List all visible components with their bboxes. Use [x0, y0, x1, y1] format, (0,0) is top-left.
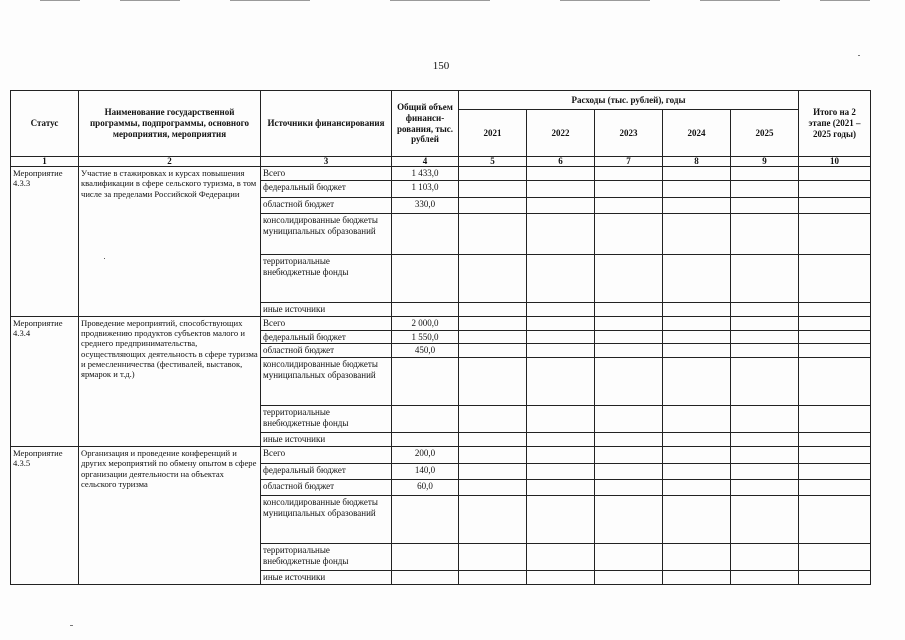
year-value-cell — [731, 330, 799, 344]
year-value-cell — [663, 543, 731, 570]
year-value-cell — [459, 167, 527, 181]
year-value-cell — [663, 446, 731, 463]
year-value-cell — [459, 570, 527, 584]
year-value-cell — [731, 303, 799, 317]
scan-speck — [104, 258, 105, 259]
year-value-cell — [459, 344, 527, 358]
year-value-cell — [527, 344, 595, 358]
year-value-cell — [663, 570, 731, 584]
year-value-cell — [731, 358, 799, 406]
column-number: 9 — [731, 157, 799, 167]
year-value-cell — [663, 358, 731, 406]
year-value-cell — [595, 358, 663, 406]
total-volume-cell: 450,0 — [392, 344, 459, 358]
event-status: Мероприятие 4.3.4 — [11, 316, 79, 446]
event-status: Мероприятие 4.3.5 — [11, 446, 79, 584]
year-value-cell — [731, 344, 799, 358]
stage-total-cell — [799, 181, 871, 198]
total-volume-cell — [392, 570, 459, 584]
year-value-cell — [527, 255, 595, 303]
year-value-cell — [731, 406, 799, 433]
year-value-cell — [595, 495, 663, 543]
year-value-cell — [527, 330, 595, 344]
header-year: 2024 — [663, 110, 731, 157]
year-value-cell — [663, 406, 731, 433]
year-value-cell — [663, 303, 731, 317]
year-value-cell — [731, 446, 799, 463]
year-value-cell — [731, 167, 799, 181]
year-value-cell — [663, 495, 731, 543]
year-value-cell — [459, 446, 527, 463]
header-year: 2023 — [595, 110, 663, 157]
column-number: 6 — [527, 157, 595, 167]
stage-total-cell — [799, 330, 871, 344]
year-value-cell — [663, 330, 731, 344]
year-value-cell — [459, 181, 527, 198]
year-value-cell — [595, 214, 663, 255]
events-body — [11, 167, 871, 585]
year-value-cell — [663, 198, 731, 214]
year-value-cell — [459, 463, 527, 479]
total-volume-cell — [392, 495, 459, 543]
header-year: 2022 — [527, 110, 595, 157]
funding-source: областной бюджет — [261, 344, 392, 358]
total-volume-cell: 1 433,0 — [392, 167, 459, 181]
stage-total-cell — [799, 316, 871, 330]
total-volume-cell: 140,0 — [392, 463, 459, 479]
event-name: Проведение мероприятий, способствующих продвижению продуктов субъектов малого и среднего предпринимательства, осуществляющих деятельность в сфере туризма и ремесленничества (фестивалей, выставок, ярмарок и т.д.) — [79, 316, 261, 446]
stage-total-cell — [799, 358, 871, 406]
column-number: 5 — [459, 157, 527, 167]
year-value-cell — [527, 495, 595, 543]
total-volume-cell — [392, 406, 459, 433]
stage-total-cell — [799, 433, 871, 447]
column-number: 7 — [595, 157, 663, 167]
year-value-cell — [527, 198, 595, 214]
page-number: 150 — [432, 60, 450, 72]
stage-total-cell — [799, 446, 871, 463]
year-value-cell — [595, 344, 663, 358]
total-volume-cell — [392, 214, 459, 255]
year-value-cell — [459, 406, 527, 433]
funding-source: областной бюджет — [261, 479, 392, 495]
funding-source: федеральный бюджет — [261, 463, 392, 479]
year-value-cell — [527, 303, 595, 317]
funding-source: федеральный бюджет — [261, 181, 392, 198]
header-sources: Источники финансирования — [261, 91, 392, 157]
header-stage-total: Итого на 2 этапе (2021 – 2025 годы) — [799, 91, 871, 157]
year-value-cell — [459, 255, 527, 303]
budget-table — [10, 90, 871, 585]
total-volume-cell: 330,0 — [392, 198, 459, 214]
year-value-cell — [459, 214, 527, 255]
year-value-cell — [663, 316, 731, 330]
year-value-cell — [459, 303, 527, 317]
scan-speck — [858, 55, 860, 56]
funding-source: территориальные внебюджетные фонды — [261, 406, 392, 433]
year-value-cell — [527, 181, 595, 198]
total-volume-cell: 1 103,0 — [392, 181, 459, 198]
year-value-cell — [663, 255, 731, 303]
header-expenses: Расходы (тыс. рублей), годы — [459, 91, 799, 110]
year-value-cell — [595, 181, 663, 198]
stage-total-cell — [799, 543, 871, 570]
year-value-cell — [459, 198, 527, 214]
year-value-cell — [663, 214, 731, 255]
funding-source: консолидированные бюджеты муниципальных образований — [261, 358, 392, 406]
year-value-cell — [731, 570, 799, 584]
stage-total-cell — [799, 303, 871, 317]
year-value-cell — [459, 358, 527, 406]
year-value-cell — [527, 316, 595, 330]
header-total-volume: Общий объем финанси-рования, тыс. рублей — [392, 91, 459, 157]
funding-source: федеральный бюджет — [261, 330, 392, 344]
year-value-cell — [595, 433, 663, 447]
event-name: Организация и проведение конференций и других мероприятий по обмену опытом в сфере организации деятельности на объектах сельского туризма — [79, 446, 261, 584]
stage-total-cell — [799, 495, 871, 543]
stage-total-cell — [799, 344, 871, 358]
year-value-cell — [595, 303, 663, 317]
funding-source: консолидированные бюджеты муниципальных образований — [261, 495, 392, 543]
funding-source: консолидированные бюджеты муниципальных образований — [261, 214, 392, 255]
stage-total-cell — [799, 479, 871, 495]
funding-source: областной бюджет — [261, 198, 392, 214]
year-value-cell — [527, 543, 595, 570]
year-value-cell — [731, 198, 799, 214]
year-value-cell — [527, 214, 595, 255]
total-volume-cell — [392, 433, 459, 447]
year-value-cell — [595, 330, 663, 344]
funding-source: иные источники — [261, 433, 392, 447]
year-value-cell — [595, 463, 663, 479]
funding-source: территориальные внебюджетные фонды — [261, 255, 392, 303]
year-value-cell — [731, 479, 799, 495]
year-value-cell — [595, 570, 663, 584]
column-number: 1 — [11, 157, 79, 167]
header-status: Статус — [11, 91, 79, 157]
stage-total-cell — [799, 406, 871, 433]
total-volume-cell: 2 000,0 — [392, 316, 459, 330]
year-value-cell — [731, 214, 799, 255]
year-value-cell — [595, 543, 663, 570]
year-value-cell — [595, 255, 663, 303]
table-row — [11, 167, 871, 181]
year-value-cell — [663, 167, 731, 181]
year-value-cell — [459, 433, 527, 447]
year-value-cell — [459, 543, 527, 570]
scan-speck — [70, 625, 73, 626]
total-volume-cell — [392, 303, 459, 317]
event-name: Участие в стажировках и курсах повышения квалификации в сфере сельского туризма, в том числе за пределами Российской Федерации — [79, 167, 261, 317]
stage-total-cell — [799, 198, 871, 214]
year-value-cell — [663, 433, 731, 447]
year-value-cell — [459, 330, 527, 344]
year-value-cell — [527, 446, 595, 463]
year-value-cell — [731, 463, 799, 479]
column-number: 10 — [799, 157, 871, 167]
header-name: Наименование государственной программы, подпрограммы, основного мероприятия, мероприятия — [79, 91, 261, 157]
year-value-cell — [595, 198, 663, 214]
year-value-cell — [731, 255, 799, 303]
stage-total-cell — [799, 255, 871, 303]
year-value-cell — [527, 167, 595, 181]
year-value-cell — [595, 479, 663, 495]
year-value-cell — [527, 463, 595, 479]
stage-total-cell — [799, 167, 871, 181]
funding-source: Всего — [261, 316, 392, 330]
top-edge-marks — [0, 0, 905, 4]
year-value-cell — [459, 316, 527, 330]
year-value-cell — [731, 181, 799, 198]
table-row — [11, 446, 871, 463]
event-status: Мероприятие 4.3.3 — [11, 167, 79, 317]
stage-total-cell — [799, 214, 871, 255]
total-volume-cell: 200,0 — [392, 446, 459, 463]
year-value-cell — [595, 316, 663, 330]
year-value-cell — [527, 358, 595, 406]
year-value-cell — [527, 433, 595, 447]
year-value-cell — [731, 543, 799, 570]
column-number: 4 — [392, 157, 459, 167]
total-volume-cell: 60,0 — [392, 479, 459, 495]
column-number: 2 — [79, 157, 261, 167]
table-row — [11, 316, 871, 330]
column-number: 3 — [261, 157, 392, 167]
year-value-cell — [731, 433, 799, 447]
year-value-cell — [595, 406, 663, 433]
year-value-cell — [663, 479, 731, 495]
year-value-cell — [663, 463, 731, 479]
column-number-row — [11, 157, 871, 167]
total-volume-cell: 1 550,0 — [392, 330, 459, 344]
stage-total-cell — [799, 463, 871, 479]
header-year: 2025 — [731, 110, 799, 157]
funding-source: территориальные внебюджетные фонды — [261, 543, 392, 570]
stage-total-cell — [799, 570, 871, 584]
year-value-cell — [731, 495, 799, 543]
year-value-cell — [731, 316, 799, 330]
total-volume-cell — [392, 543, 459, 570]
year-value-cell — [459, 479, 527, 495]
funding-source: иные источники — [261, 303, 392, 317]
year-value-cell — [527, 479, 595, 495]
total-volume-cell — [392, 255, 459, 303]
total-volume-cell — [392, 358, 459, 406]
year-value-cell — [663, 181, 731, 198]
funding-source: иные источники — [261, 570, 392, 584]
year-value-cell — [459, 495, 527, 543]
year-value-cell — [527, 406, 595, 433]
funding-source: Всего — [261, 446, 392, 463]
header-year: 2021 — [459, 110, 527, 157]
year-value-cell — [595, 446, 663, 463]
year-value-cell — [527, 570, 595, 584]
year-value-cell — [663, 344, 731, 358]
column-number: 8 — [663, 157, 731, 167]
funding-source: Всего — [261, 167, 392, 181]
year-value-cell — [595, 167, 663, 181]
